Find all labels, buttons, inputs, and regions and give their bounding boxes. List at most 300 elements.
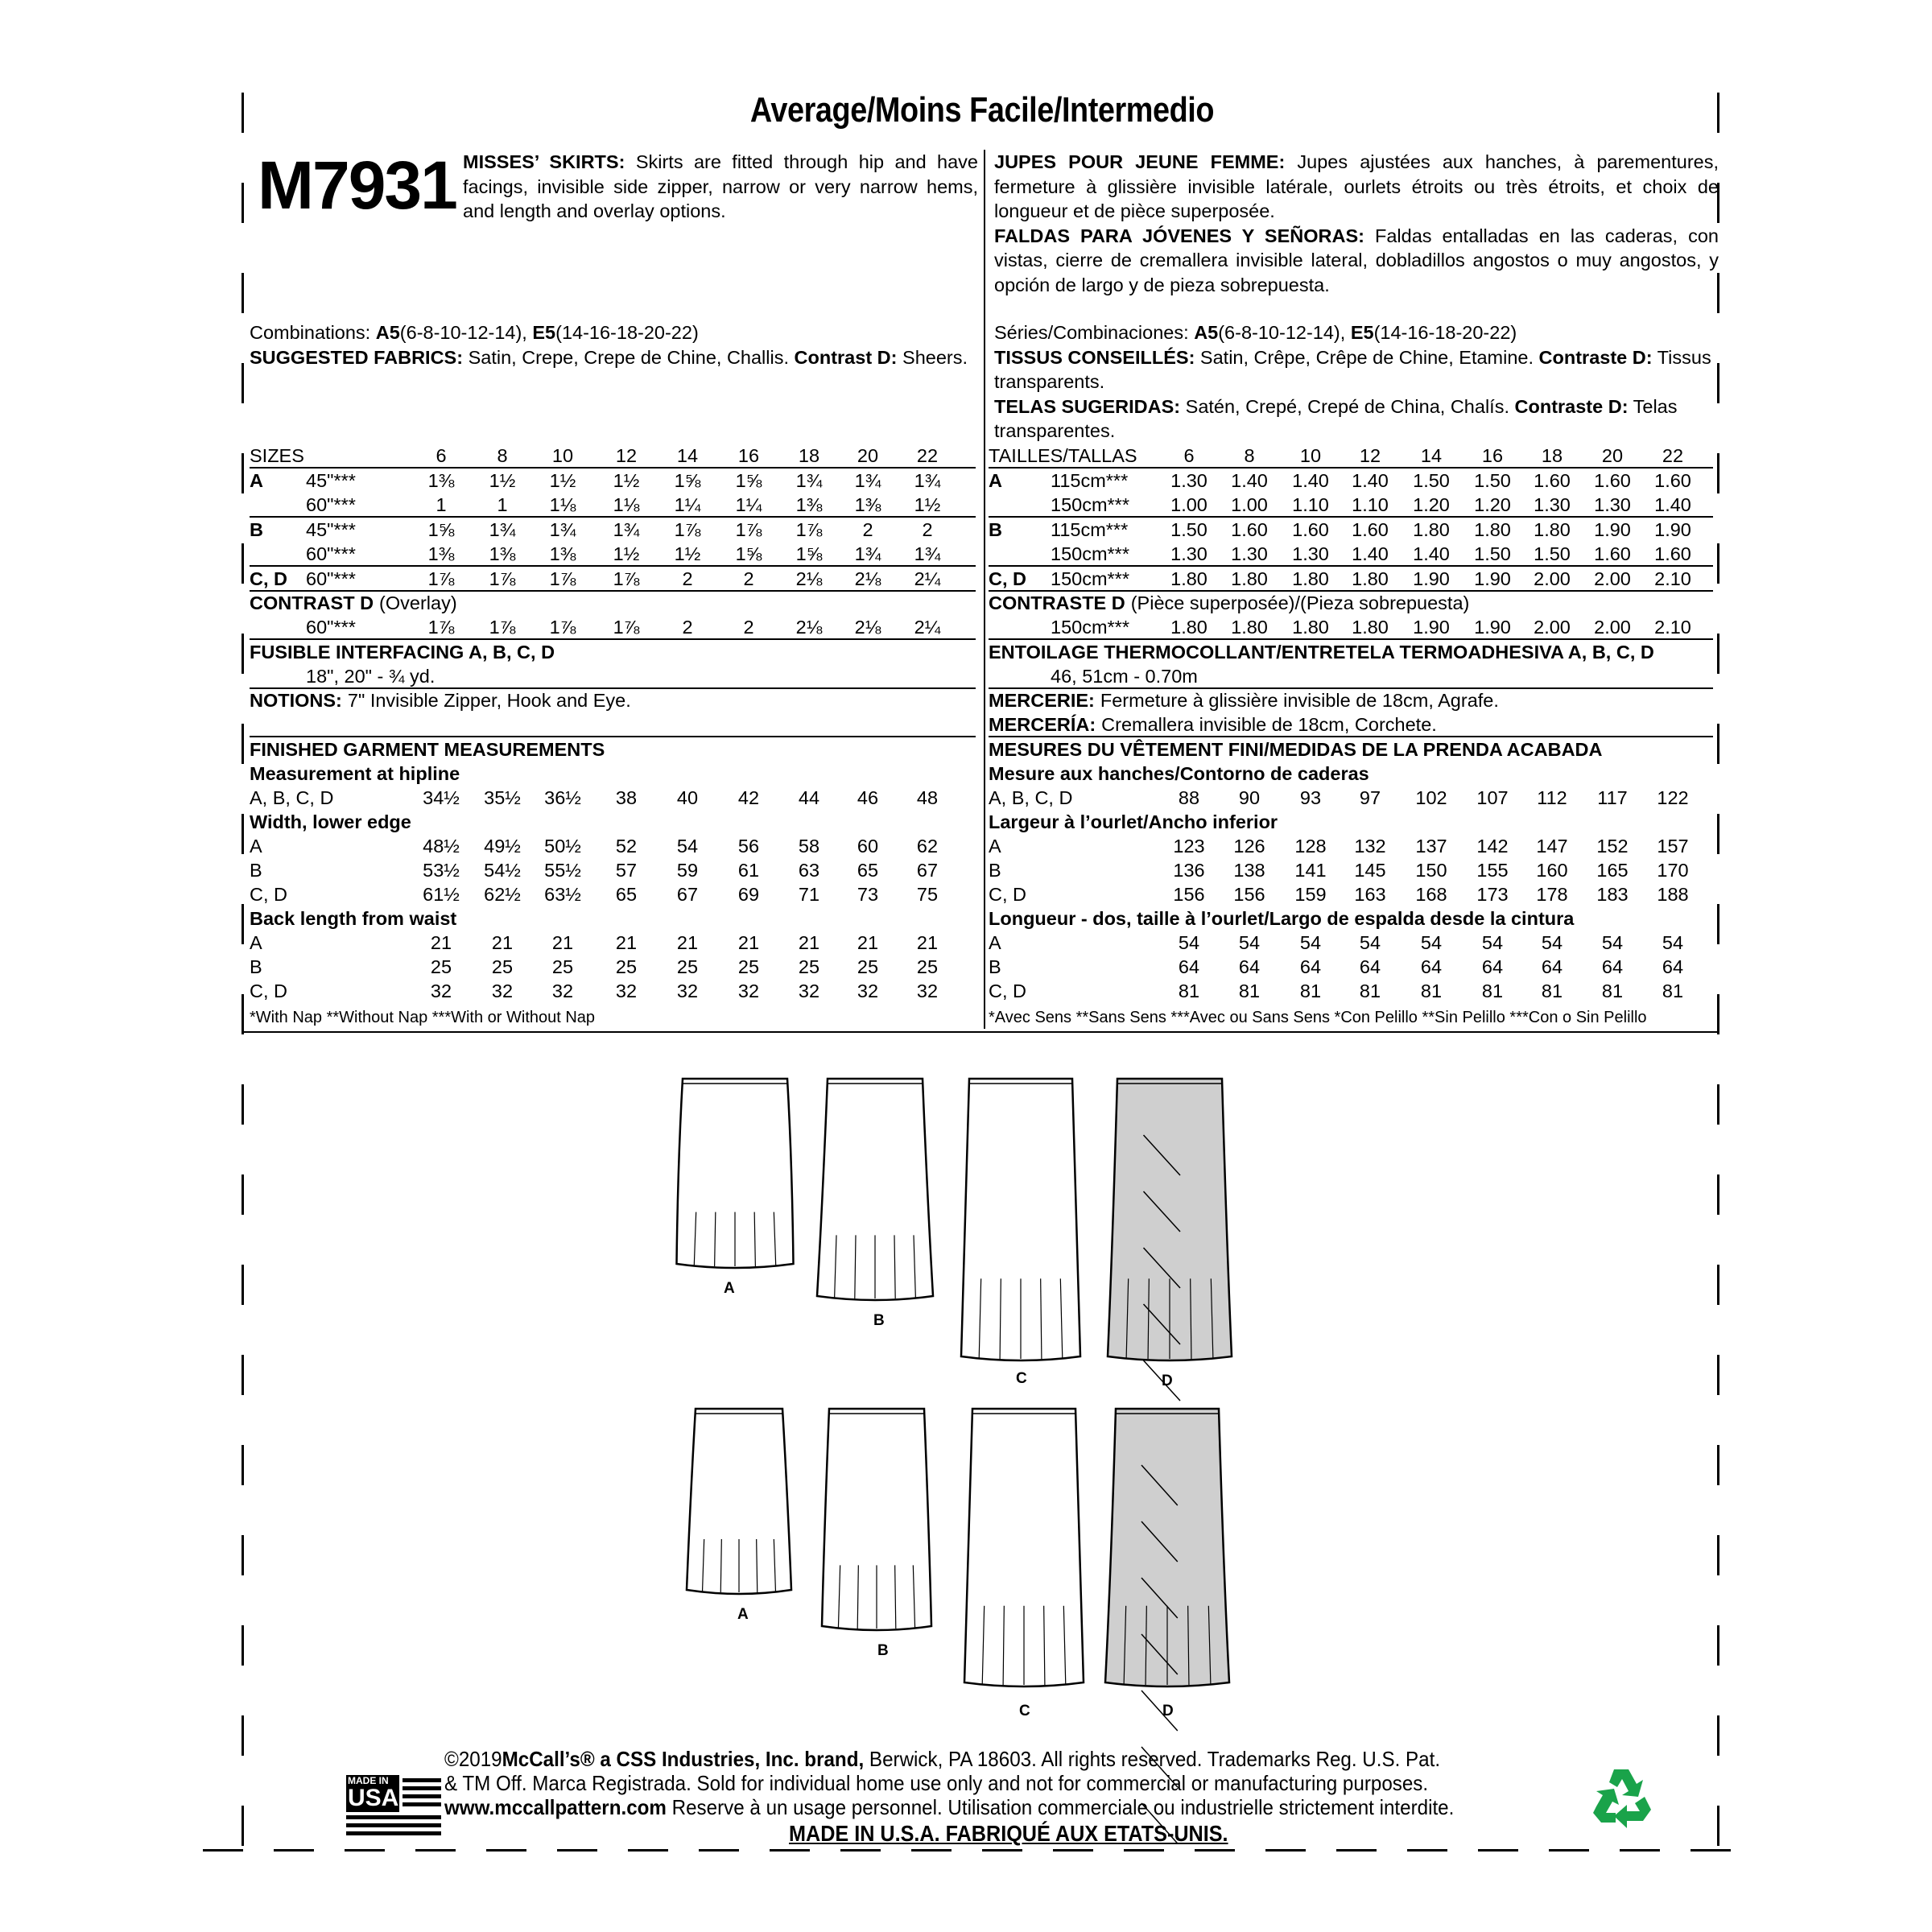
table-cell: 150 xyxy=(1415,860,1447,881)
table-cell: 49½ xyxy=(484,836,521,857)
row-fabric-width: 60"*** xyxy=(306,617,356,638)
table-cell: 54 xyxy=(1541,932,1563,953)
table-cell: 54 xyxy=(1299,932,1322,953)
combinations-en-e-sizes: (14-16-18-20-22) xyxy=(555,322,699,343)
table-cell: 1⅝ xyxy=(795,543,823,564)
view-label-back-a: A xyxy=(737,1606,749,1623)
sizes-label: SIZES xyxy=(250,445,304,466)
table-cell: 1.50 xyxy=(1534,543,1571,564)
table-cell: 117 xyxy=(1597,787,1628,808)
row-fabric-width: 115cm*** xyxy=(1051,519,1129,540)
table-cell: 1⅞ xyxy=(549,617,576,638)
table-cell: 1.80 xyxy=(1231,617,1268,638)
website-link[interactable]: www.mccallpattern.com xyxy=(444,1795,667,1819)
table-cell: 1.90 xyxy=(1594,519,1631,540)
table-cell: 88 xyxy=(1178,787,1200,808)
table-cell: 1¾ xyxy=(489,519,516,540)
size-header-cell: 12 xyxy=(615,445,638,466)
contrast-es-label: Contraste D: xyxy=(1514,395,1629,417)
table-cell: 160 xyxy=(1536,860,1568,881)
table-cell: 69 xyxy=(737,884,760,905)
row-view: A xyxy=(989,836,1001,857)
contrast-d-label: CONTRAST D xyxy=(250,592,374,613)
table-cell: 1.10 xyxy=(1352,494,1389,515)
row-fabric-width: 60"*** xyxy=(306,543,356,564)
table-cell: 2.00 xyxy=(1594,617,1631,638)
row-view: C, D xyxy=(250,980,287,1001)
table-cell: 1.50 xyxy=(1474,470,1511,491)
table-cell: 32 xyxy=(737,980,760,1001)
table-cell: 56 xyxy=(737,836,760,857)
row-view: B xyxy=(250,956,262,977)
made-in-usa-logo xyxy=(346,1775,441,1839)
view-label-back-c: C xyxy=(1019,1703,1030,1719)
table-cell: 1.80 xyxy=(1413,519,1450,540)
table-cell: 1.50 xyxy=(1413,470,1450,491)
table-cell: 90 xyxy=(1238,787,1261,808)
width-label-text: Width, lower edge xyxy=(250,811,411,832)
table-cell: 97 xyxy=(1359,787,1381,808)
finished-label-text: FINISHED GARMENT MEASUREMENTS xyxy=(250,739,605,760)
footer-line1: Berwick, PA 18603. All rights reserved. Trademarks Reg. U.S. Pat. xyxy=(869,1747,1441,1771)
combinations-fr-e: E5 xyxy=(1350,322,1374,343)
table-cell: 141 xyxy=(1294,860,1327,881)
size-header-cell: 22 xyxy=(916,445,939,466)
contrast-d-sub: (Pièce superposée)/(Pieza sobrepuesta) xyxy=(1130,592,1470,613)
table-cell: 2 xyxy=(862,519,873,540)
table-cell: 54 xyxy=(1238,932,1261,953)
table-cell: 1.80 xyxy=(1474,519,1511,540)
finished-label-text: MESURES DU VÊTEMENT FINI/MEDIDAS DE LA PRENDA ACABADA xyxy=(989,739,1603,760)
table-cell: 81 xyxy=(1238,980,1261,1001)
row-view: A, B, C, D xyxy=(250,787,334,808)
table-cell: 64 xyxy=(1601,956,1624,977)
pattern-code: M7931 xyxy=(258,147,456,223)
table-cell: 2¼ xyxy=(914,617,941,638)
table-cell: 63 xyxy=(798,860,820,881)
desc-en-title: MISSES’ SKIRTS: xyxy=(463,151,625,172)
table-cell: 1⅜ xyxy=(795,494,823,515)
desc-en-text: Skirts are fitted through hip and have facings, invisible side zipper, narrow or very narrow hems, and length and overlay options. xyxy=(463,151,978,221)
table-cell: 25 xyxy=(916,956,939,977)
size-header-cell: 20 xyxy=(1601,445,1624,466)
table-cell: 1⅞ xyxy=(489,617,516,638)
table-cell: 21 xyxy=(916,932,939,953)
table-cell: 1⅞ xyxy=(613,617,640,638)
contrast-es-text: Telas transparentes. xyxy=(994,395,1678,441)
table-cell: 32 xyxy=(857,980,879,1001)
table-cell: 170 xyxy=(1657,860,1689,881)
table-cell: 71 xyxy=(798,884,820,905)
table-cell: 81 xyxy=(1299,980,1322,1001)
table-cell: 1.30 xyxy=(1534,494,1571,515)
combinations-en-a: A5 xyxy=(375,322,400,343)
table-cell: 163 xyxy=(1354,884,1386,905)
table-cell: 62½ xyxy=(484,884,521,905)
table-cell: 1¾ xyxy=(914,543,941,564)
row-view: A, B, C, D xyxy=(989,787,1073,808)
table-cell: 54 xyxy=(1178,932,1200,953)
table-cell: 1.40 xyxy=(1352,470,1389,491)
table-cell: 142 xyxy=(1476,836,1509,857)
table-cell: 123 xyxy=(1173,836,1205,857)
row-fabric-width: 45"*** xyxy=(306,519,356,540)
table-cell: 147 xyxy=(1536,836,1568,857)
row-view: B xyxy=(989,956,1001,977)
table-cell: 61½ xyxy=(423,884,460,905)
table-cell: 1½ xyxy=(489,470,516,491)
table-cell: 93 xyxy=(1299,787,1322,808)
table-cell: 54 xyxy=(1420,932,1443,953)
table-cell: 67 xyxy=(676,884,699,905)
row-fabric-width: 150cm*** xyxy=(1051,494,1129,515)
view-label-back-d: D xyxy=(1162,1703,1174,1719)
table-cell: 21 xyxy=(857,932,879,953)
view-label-front-a: A xyxy=(724,1280,735,1297)
table-cell: 21 xyxy=(676,932,699,953)
table-cell: 53½ xyxy=(423,860,460,881)
table-cell: 21 xyxy=(798,932,820,953)
table-cell: 67 xyxy=(916,860,939,881)
back-label-text: Longueur - dos, taille à l’ourlet/Largo de espalda desde la cintura xyxy=(989,908,1575,929)
table-cell: 81 xyxy=(1420,980,1443,1001)
table-cell: 57 xyxy=(615,860,638,881)
notions-text: Fermeture à glissière invisible de 18cm, Agrafe. xyxy=(1100,690,1499,711)
table-cell: 1¼ xyxy=(735,494,762,515)
table-cell: 102 xyxy=(1415,787,1447,808)
row-view: A xyxy=(989,470,1002,491)
table-cell: 21 xyxy=(737,932,760,953)
table-cell: 1.60 xyxy=(1292,519,1329,540)
size-header-cell: 6 xyxy=(436,445,447,466)
row-fabric-width: 60"*** xyxy=(306,568,356,589)
table-cell: 1.40 xyxy=(1654,494,1691,515)
table-cell: 2⅛ xyxy=(795,568,823,589)
table-cell: 1.30 xyxy=(1170,543,1208,564)
table-cell: 64 xyxy=(1420,956,1443,977)
table-cell: 183 xyxy=(1596,884,1629,905)
table-cell: 21 xyxy=(615,932,638,953)
desc-es-text: Faldas entalladas en las caderas, con vistas, cierre de cremallera invisible lateral, dobladillos angostos o muy angostos, y opción de largo y de pieza sobrepuesta. xyxy=(994,225,1719,295)
row-fabric-width: 150cm*** xyxy=(1051,543,1129,564)
table-cell: 64 xyxy=(1359,956,1381,977)
table-cell: 1 xyxy=(436,494,447,515)
table-cell: 1.80 xyxy=(1534,519,1571,540)
row-view: A xyxy=(250,470,263,491)
made-in-logo-top: MADE IN xyxy=(348,1775,389,1786)
table-cell: 1.40 xyxy=(1292,470,1329,491)
table-cell: 64 xyxy=(1481,956,1504,977)
table-cell: 54 xyxy=(1662,932,1684,953)
size-header-cell: 10 xyxy=(1299,445,1322,466)
table-cell: 21 xyxy=(430,932,452,953)
interfacing-text-text: 46, 51cm - 0.70m xyxy=(1051,666,1198,687)
row-view: C, D xyxy=(250,884,287,905)
width-label-text: Largeur à l’ourlet/Ancho inferior xyxy=(989,811,1278,832)
fabrics-en-label: SUGGESTED FABRICS: xyxy=(250,346,464,368)
row-fabric-width: 45"*** xyxy=(306,470,356,491)
table-cell: 54 xyxy=(1481,932,1504,953)
table-cell: 1⅛ xyxy=(613,494,640,515)
contrast-en-text: Sheers. xyxy=(902,346,968,368)
table-cell: 1¾ xyxy=(854,470,881,491)
table-cell: 1⅜ xyxy=(549,543,576,564)
table-cell: 1.30 xyxy=(1594,494,1631,515)
combinations-en-label: Combinations: xyxy=(250,322,371,343)
table-cell: 1.80 xyxy=(1170,568,1208,589)
table-cell: 32 xyxy=(430,980,452,1001)
table-cell: 58 xyxy=(798,836,820,857)
table-cell: 1⅜ xyxy=(427,470,455,491)
table-cell: 32 xyxy=(798,980,820,1001)
row-view: C, D xyxy=(989,568,1026,589)
table-cell: 32 xyxy=(551,980,574,1001)
table-cell: 1.90 xyxy=(1413,617,1450,638)
copyright: ©2019 xyxy=(444,1747,502,1771)
brand: McCall’s® a CSS Industries, Inc. brand, xyxy=(502,1747,865,1771)
view-label-front-d: D xyxy=(1162,1373,1173,1389)
table-cell: 1.80 xyxy=(1231,568,1268,589)
table-cell: 1.60 xyxy=(1654,470,1691,491)
table-cell: 1.20 xyxy=(1413,494,1450,515)
page-title: Average/Moins Facile/Intermedio xyxy=(749,90,1215,130)
footer-legal xyxy=(444,1747,1508,1819)
notions-label: MERCERIE: xyxy=(989,690,1095,711)
table-cell: 44 xyxy=(798,787,820,808)
table-cell: 1.60 xyxy=(1231,519,1268,540)
table-cell: 128 xyxy=(1294,836,1327,857)
table-cell: 2 xyxy=(922,519,933,540)
notions-text: Cremallera invisible de 18cm, Corchete. xyxy=(1101,714,1437,735)
row-fabric-width: 150cm*** xyxy=(1051,568,1129,589)
notions-en-text: 7" Invisible Zipper, Hook and Eye. xyxy=(347,690,631,711)
table-cell: 165 xyxy=(1596,860,1629,881)
table-cell: 1¾ xyxy=(914,470,941,491)
table-cell: 1.80 xyxy=(1352,617,1389,638)
table-cell: 65 xyxy=(857,860,879,881)
table-cell: 25 xyxy=(551,956,574,977)
row-view: A xyxy=(989,932,1001,953)
table-cell: 63½ xyxy=(544,884,581,905)
table-cell: 1.30 xyxy=(1170,470,1208,491)
table-cell: 2 xyxy=(743,617,754,638)
row-view: C, D xyxy=(989,884,1026,905)
table-cell: 112 xyxy=(1537,787,1567,808)
table-cell: 1¾ xyxy=(854,543,881,564)
row-view: C, D xyxy=(989,980,1026,1001)
row-fabric-width: 150cm*** xyxy=(1051,617,1129,638)
table-cell: 1.90 xyxy=(1474,617,1511,638)
row-view: B xyxy=(989,519,1002,540)
hip-label-text: Mesure aux hanches/Contorno de caderas xyxy=(989,763,1369,784)
table-cell: 61 xyxy=(737,860,760,881)
table-cell: 1¼ xyxy=(674,494,701,515)
table-cell: 156 xyxy=(1233,884,1265,905)
combinations-en-e: E5 xyxy=(532,322,556,343)
table-cell: 35½ xyxy=(484,787,521,808)
table-cell: 1.30 xyxy=(1292,543,1329,564)
fabrics-fr-text: Satin, Crêpe, Crêpe de Chine, Etamine. xyxy=(1199,346,1534,368)
table-cell: 64 xyxy=(1238,956,1261,977)
view-label-back-b: B xyxy=(877,1642,889,1659)
table-cell: 32 xyxy=(676,980,699,1001)
table-cell: 1.60 xyxy=(1594,543,1631,564)
view-label-front-c: C xyxy=(1016,1370,1027,1387)
table-cell: 1½ xyxy=(674,543,701,564)
table-cell: 25 xyxy=(491,956,514,977)
table-cell: 1½ xyxy=(613,543,640,564)
table-cell: 60 xyxy=(857,836,879,857)
table-cell: 1.80 xyxy=(1292,568,1329,589)
table-cell: 1⅞ xyxy=(427,617,455,638)
table-cell: 75 xyxy=(916,884,939,905)
table-cell: 2 xyxy=(682,617,693,638)
size-header-cell: 14 xyxy=(1420,445,1443,466)
table-cell: 40 xyxy=(676,787,699,808)
table-cell: 1.60 xyxy=(1534,470,1571,491)
table-cell: 1⅞ xyxy=(674,519,701,540)
table-cell: 65 xyxy=(615,884,638,905)
table-cell: 107 xyxy=(1476,787,1509,808)
interfacing-label-text: FUSIBLE INTERFACING A, B, C, D xyxy=(250,642,555,663)
recycle-icon xyxy=(1590,1765,1654,1829)
table-cell: 1.90 xyxy=(1413,568,1450,589)
table-cell: 54½ xyxy=(484,860,521,881)
table-cell: 1⅜ xyxy=(854,494,881,515)
table-cell: 126 xyxy=(1233,836,1265,857)
table-cell: 1.80 xyxy=(1170,617,1208,638)
combinations-fr-e-sizes: (14-16-18-20-22) xyxy=(1373,322,1517,343)
table-cell: 1¾ xyxy=(795,470,823,491)
table-cell: 1½ xyxy=(549,470,576,491)
row-view: B xyxy=(989,860,1001,881)
table-cell: 25 xyxy=(857,956,879,977)
size-header-cell: 22 xyxy=(1662,445,1684,466)
size-header-cell: 18 xyxy=(798,445,820,466)
table-cell: 52 xyxy=(615,836,638,857)
table-cell: 1.00 xyxy=(1170,494,1208,515)
table-cell: 46 xyxy=(857,787,879,808)
row-view: A xyxy=(250,932,262,953)
table-cell: 1⅝ xyxy=(735,543,762,564)
made-in-usa-text: MADE IN U.S.A. FABRIQUÉ AUX ETATS-UNIS. xyxy=(789,1821,1228,1846)
table-cell: 2.00 xyxy=(1534,617,1571,638)
size-header-cell: 12 xyxy=(1359,445,1381,466)
fabrics-en-text: Satin, Crepe, Crepe de Chine, Challis. xyxy=(468,346,789,368)
table-cell: 48½ xyxy=(423,836,460,857)
table-cell: 54 xyxy=(676,836,699,857)
table-cell: 64 xyxy=(1541,956,1563,977)
interfacing-text-text: 18", 20" - ¾ yd. xyxy=(306,666,436,687)
table-cell: 32 xyxy=(916,980,939,1001)
row-fabric-width: 60"*** xyxy=(306,494,356,515)
combinations-fr-label: Séries/Combinaciones: xyxy=(994,322,1189,343)
combinations-fr-a: A5 xyxy=(1194,322,1219,343)
table-cell: 62 xyxy=(916,836,939,857)
table-cell: 54 xyxy=(1601,932,1624,953)
table-cell: 1.90 xyxy=(1474,568,1511,589)
table-cell: 81 xyxy=(1178,980,1200,1001)
desc-fr-text: Jupes ajustées aux hanches, à parementures, fermeture à glissière invisible latérale, ourlets étroits ou très étroits, et choix de longueur et de pièce superposée. xyxy=(994,151,1719,221)
size-header-cell: 14 xyxy=(676,445,699,466)
table-cell: 2.00 xyxy=(1594,568,1631,589)
table-cell: 152 xyxy=(1596,836,1629,857)
interfacing-label-text: ENTOILAGE THERMOCOLLANT/ENTRETELA TERMOADHESIVA A, B, C, D xyxy=(989,642,1654,663)
contrast-en-label: Contrast D: xyxy=(794,346,898,368)
table-cell: 50½ xyxy=(544,836,581,857)
footer-line3: Reserve à un usage personnel. Utilisation commerciale ou industrielle strictement interdite. xyxy=(671,1795,1455,1819)
row-view: B xyxy=(250,860,262,881)
table-cell: 1⅝ xyxy=(427,519,455,540)
fabrics-fr-label: TISSUS CONSEILLÉS: xyxy=(994,346,1195,368)
table-cell: 132 xyxy=(1354,836,1386,857)
size-header-cell: 20 xyxy=(857,445,879,466)
table-cell: 178 xyxy=(1536,884,1568,905)
table-cell: 1.90 xyxy=(1654,519,1691,540)
sizes-label: TAILLES/TALLAS xyxy=(989,445,1137,466)
table-cell: 1.40 xyxy=(1413,543,1450,564)
table-cell: 1½ xyxy=(613,470,640,491)
table-cell: 1.30 xyxy=(1231,543,1268,564)
size-header-cell: 8 xyxy=(1244,445,1255,466)
table-cell: 1⅞ xyxy=(549,568,576,589)
table-cell: 2.10 xyxy=(1654,568,1691,589)
table-cell: 81 xyxy=(1601,980,1624,1001)
table-cell: 2 xyxy=(682,568,693,589)
table-cell: 25 xyxy=(676,956,699,977)
table-cell: 64 xyxy=(1299,956,1322,977)
table-cell: 2.10 xyxy=(1654,617,1691,638)
table-cell: 122 xyxy=(1657,787,1689,808)
table-cell: 137 xyxy=(1415,836,1447,857)
table-cell: 1⅝ xyxy=(735,470,762,491)
table-cell: 25 xyxy=(615,956,638,977)
table-cell: 2.00 xyxy=(1534,568,1571,589)
notions-en-label: NOTIONS: xyxy=(250,690,342,711)
table-cell: 2 xyxy=(743,568,754,589)
table-cell: 64 xyxy=(1178,956,1200,977)
table-cell: 1⅜ xyxy=(427,543,455,564)
table-cell: 1.80 xyxy=(1292,617,1329,638)
size-header-cell: 6 xyxy=(1183,445,1195,466)
made-in-logo-main: USA xyxy=(348,1785,399,1811)
row-view: C, D xyxy=(250,568,287,589)
table-cell: 1⅞ xyxy=(613,568,640,589)
table-cell: 1.10 xyxy=(1292,494,1329,515)
table-cell: 64 xyxy=(1662,956,1684,977)
size-header-cell: 16 xyxy=(1481,445,1504,466)
desc-es-title: FALDAS PARA JÓVENES Y SEÑORAS: xyxy=(994,225,1364,246)
table-cell: 55½ xyxy=(544,860,581,881)
table-cell: 1.80 xyxy=(1352,568,1389,589)
table-cell: 173 xyxy=(1476,884,1509,905)
table-cell: 1⅞ xyxy=(735,519,762,540)
table-cell: 32 xyxy=(491,980,514,1001)
view-label-front-b: B xyxy=(873,1312,885,1329)
nap-note-text: *Avec Sens **Sans Sens ***Avec ou Sans Sens *Con Pelillo **Sin Pelillo ***Con o Sin Pelillo xyxy=(989,1009,1647,1026)
table-cell: 1⅝ xyxy=(674,470,701,491)
table-cell: 157 xyxy=(1657,836,1689,857)
table-cell: 1¾ xyxy=(549,519,576,540)
combinations-fr-a-sizes: (6-8-10-12-14), xyxy=(1218,322,1346,343)
size-header-cell: 10 xyxy=(551,445,574,466)
table-cell: 1⅜ xyxy=(489,543,516,564)
table-cell: 136 xyxy=(1173,860,1205,881)
table-cell: 1.60 xyxy=(1352,519,1389,540)
contrast-d-label: CONTRASTE D xyxy=(989,592,1125,613)
table-cell: 1.60 xyxy=(1594,470,1631,491)
table-cell: 21 xyxy=(551,932,574,953)
